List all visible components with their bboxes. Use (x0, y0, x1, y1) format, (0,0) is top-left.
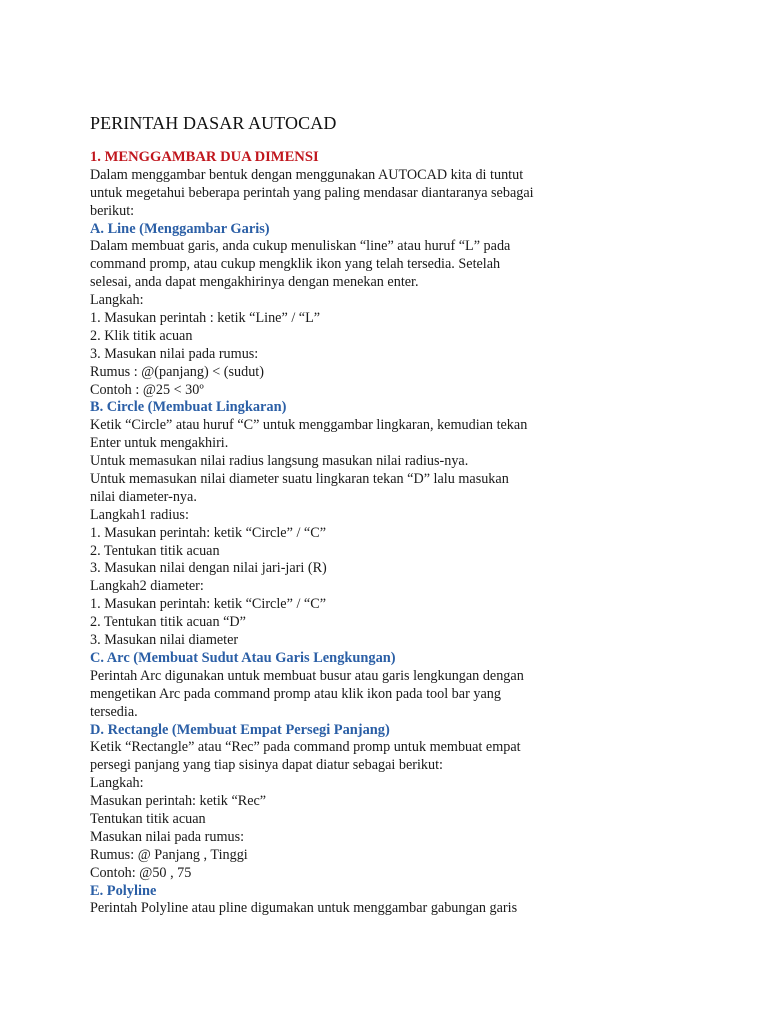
body-text-line: selesai, anda dapat mengakhirinya dengan menekan enter. (90, 274, 419, 291)
body-text-line: 2. Tentukan titik acuan (90, 542, 220, 559)
body-text-line: 1. Masukan perintah: ketik “Circle” / “C” (90, 524, 326, 541)
body-text-line: Contoh: @50 , 75 (90, 864, 192, 881)
body-text-line: Langkah1 radius: (90, 506, 189, 523)
body-text-line: 2. Tentukan titik acuan “D” (90, 614, 246, 631)
body-text-line: Untuk memasukan nilai radius langsung masukan nilai radius-nya. (90, 453, 469, 470)
subsection-heading: B. Circle (Membuat Lingkaran) (90, 399, 287, 416)
body-text-line: persegi panjang yang tiap sisinya dapat diatur sebagai berikut: (90, 757, 444, 774)
body-text-line: Langkah: (90, 775, 144, 792)
body-text-line: nilai diameter-nya. (90, 488, 197, 505)
body-text-line: Perintah Polyline atau pline digumakan untuk menggambar gabungan garis (90, 900, 518, 917)
body-text-line: Perintah Arc digunakan untuk membuat busur atau garis lengkungan dengan (90, 667, 524, 684)
body-text-line: Enter untuk mengakhiri. (90, 435, 229, 452)
body-text-line: Langkah: (90, 292, 144, 309)
document-title: PERINTAH DASAR AUTOCAD (90, 113, 337, 133)
body-text-line: Ketik “Rectangle” atau “Rec” pada command promp untuk membuat empat (90, 739, 521, 756)
body-text-line: mengetikan Arc pada command promp atau klik ikon pada tool bar yang (90, 685, 501, 702)
body-text-line: Contoh : @25 < 30º (90, 381, 204, 398)
body-text-line: 3. Masukan nilai dengan nilai jari-jari (R) (90, 560, 327, 577)
body-text-line: Langkah2 diameter: (90, 578, 204, 595)
body-text-line: tersedia. (90, 703, 138, 720)
body-text-line: 3. Masukan nilai pada rumus: (90, 345, 259, 362)
body-text-line: untuk megetahui beberapa perintah yang paling mendasar diantaranya sebagai (90, 184, 534, 201)
body-text-line: 1. Masukan perintah : ketik “Line” / “L” (90, 310, 321, 327)
document-body (90, 149, 570, 918)
body-text-line: Dalam membuat garis, anda cukup menuliskan “line” atau huruf “L” pada (90, 238, 511, 255)
subsection-heading: D. Rectangle (Membuat Empat Persegi Panjang) (90, 721, 390, 738)
body-text-line: Masukan perintah: ketik “Rec” (90, 793, 267, 810)
body-text-line: Masukan nilai pada rumus: (90, 828, 245, 845)
body-text-line: 2. Klik titik acuan (90, 327, 193, 344)
body-text-line: 3. Masukan nilai diameter (90, 632, 239, 649)
body-text-line: Rumus : @(panjang) < (sudut) (90, 363, 264, 380)
body-text-line: command promp, atau cukup mengklik ikon yang telah tersedia. Setelah (90, 256, 501, 273)
body-text-line: Tentukan titik acuan (90, 810, 206, 827)
body-text-line: Ketik “Circle” atau huruf “C” untuk menggambar lingkaran, kemudian tekan (90, 417, 528, 434)
subsection-heading: A. Line (Menggambar Garis) (90, 220, 270, 237)
subsection-heading: E. Polyline (90, 882, 157, 899)
body-text-line: 1. Masukan perintah: ketik “Circle” / “C” (90, 596, 326, 613)
body-text-line: Dalam menggambar bentuk dengan menggunakan AUTOCAD kita di tuntut (90, 166, 524, 183)
body-text-line: Rumus: @ Panjang , Tinggi (90, 846, 248, 863)
body-text-line: berikut: (90, 202, 135, 219)
body-text-line: Untuk memasukan nilai diameter suatu lingkaran tekan “D” lalu masukan (90, 471, 509, 488)
subsection-heading: C. Arc (Membuat Sudut Atau Garis Lengkungan) (90, 649, 396, 666)
section-heading: 1. MENGGAMBAR DUA DIMENSI (90, 149, 319, 165)
